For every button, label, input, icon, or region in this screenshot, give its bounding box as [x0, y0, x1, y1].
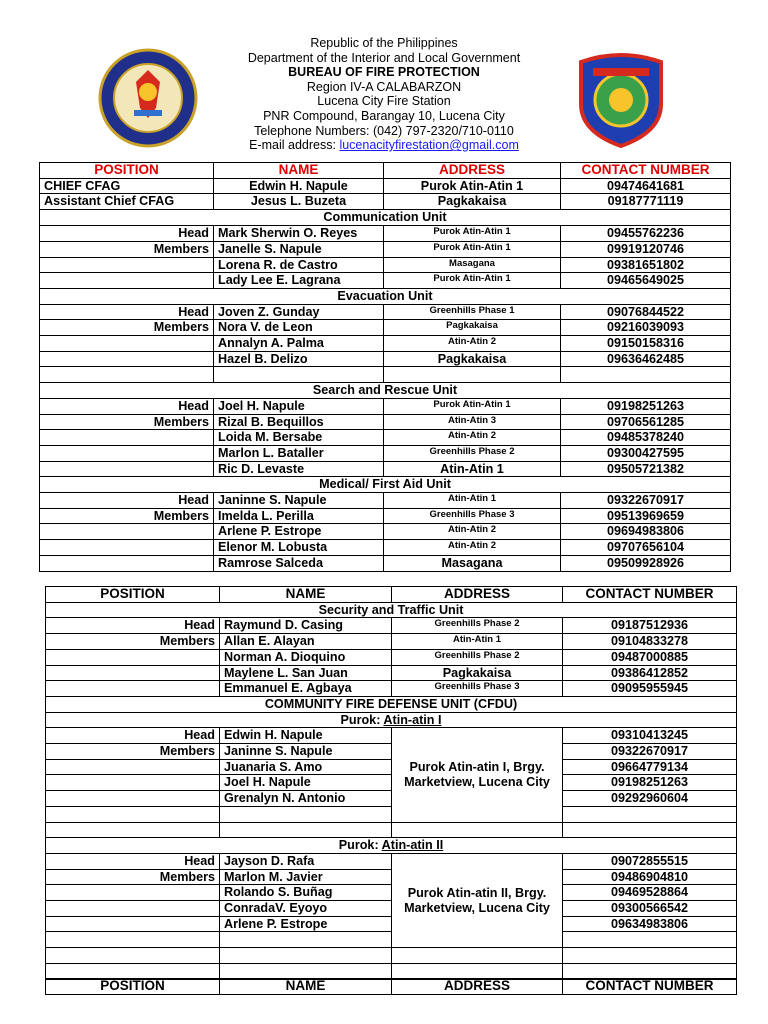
member-address: Purok Atin-Atin 1 — [384, 241, 561, 257]
member-address: Purok Atin-Atin 1 — [384, 225, 561, 241]
email-link[interactable]: lucenacityfirestation@gmail.com — [339, 138, 519, 153]
member-contact: 09485378240 — [561, 430, 731, 446]
col-address: ADDRESS — [384, 163, 561, 179]
member-contact: 09216039093 — [561, 320, 731, 336]
member-role — [46, 649, 220, 665]
section-title: Security and Traffic Unit — [46, 602, 737, 618]
section-title: COMMUNITY FIRE DEFENSE UNIT (CFDU) — [46, 696, 737, 712]
member-contact: 09322670917 — [563, 744, 737, 760]
member-role — [40, 461, 214, 477]
member-address: Greenhills Phase 3 — [384, 508, 561, 524]
col-position: POSITION — [46, 979, 220, 995]
col-contact: CONTACT NUMBER — [561, 163, 731, 179]
member-contact: 09919120746 — [561, 241, 731, 257]
purok-label: Purok: — [340, 712, 384, 727]
member-address: Atin-Atin 2 — [384, 430, 561, 446]
member-address: Greenhills Phase 1 — [384, 304, 561, 320]
blank-cell — [563, 948, 737, 964]
blank-cell — [46, 806, 220, 822]
member-contact: 09487000885 — [563, 649, 737, 665]
member-role — [40, 555, 214, 571]
member-role: Members — [46, 744, 220, 760]
table-row — [46, 901, 737, 917]
officer-row — [40, 194, 731, 210]
member-name: Raymund D. Casing — [220, 618, 392, 634]
member-address: Atin-Atin 2 — [384, 524, 561, 540]
member-contact: 09381651802 — [561, 257, 731, 273]
member-role — [40, 524, 214, 540]
member-address: Atin-Atin 1 — [384, 461, 561, 477]
lucena-fire-seal-right-icon — [571, 48, 671, 148]
officer-name: Edwin H. Napule — [214, 178, 384, 194]
member-name: Edwin H. Napule — [220, 728, 392, 744]
member-name: ConradaV. Eyoyo — [220, 901, 392, 917]
officer-position: Assistant Chief CFAG — [40, 194, 214, 210]
purok-label: Purok: — [338, 838, 382, 853]
table-row — [40, 336, 731, 352]
member-name: Janinne S. Napule — [220, 744, 392, 760]
blank-cell — [46, 822, 220, 838]
member-name: Marlon M. Javier — [220, 869, 392, 885]
section-search-rescue-unit — [40, 383, 731, 399]
table-row — [40, 414, 731, 430]
member-name: Arlene P. Estrope — [214, 524, 384, 540]
member-role: Head — [46, 618, 220, 634]
table-row — [46, 885, 737, 901]
member-address: Masagana — [384, 257, 561, 273]
section-title: Communication Unit — [40, 210, 731, 226]
member-role — [40, 540, 214, 556]
member-address: Atin-Atin 2 — [384, 540, 561, 556]
table-row — [46, 681, 737, 697]
member-address: Greenhills Phase 2 — [392, 618, 563, 634]
table-row — [46, 869, 737, 885]
table-row — [40, 555, 731, 571]
member-contact: 09636462485 — [561, 351, 731, 367]
member-role — [46, 665, 220, 681]
table-row — [40, 225, 731, 241]
member-contact: 09300427595 — [561, 445, 731, 461]
col-position: POSITION — [46, 587, 220, 603]
member-role — [40, 430, 214, 446]
table-row — [46, 728, 737, 744]
table-row — [40, 430, 731, 446]
member-name: Ramrose Salceda — [214, 555, 384, 571]
member-name: Lorena R. de Castro — [214, 257, 384, 273]
member-name: Joel H. Napule — [214, 398, 384, 414]
member-contact: 09694983806 — [561, 524, 731, 540]
column-header-row — [40, 163, 731, 179]
member-contact: 09292960604 — [563, 791, 737, 807]
member-role — [46, 916, 220, 932]
member-address: Greenhills Phase 2 — [384, 445, 561, 461]
table-row — [46, 916, 737, 932]
member-role — [40, 257, 214, 273]
blank-cell — [220, 963, 392, 979]
member-address: Pagkakaisa — [384, 351, 561, 367]
purok-title — [46, 712, 737, 728]
member-contact: 09505721382 — [561, 461, 731, 477]
member-role: Members — [46, 869, 220, 885]
member-role: Head — [40, 398, 214, 414]
section-security-traffic-unit — [46, 602, 737, 618]
member-address: Masagana — [384, 555, 561, 571]
blank-cell — [46, 932, 220, 948]
member-contact: 09322670917 — [561, 493, 731, 509]
table-row — [40, 493, 731, 509]
purok-name: Atin-atin II — [381, 838, 444, 853]
member-role: Members — [40, 241, 214, 257]
table-row — [40, 241, 731, 257]
member-contact: 09187512936 — [563, 618, 737, 634]
member-name: Rizal B. Bequillos — [214, 414, 384, 430]
blank-cell — [392, 963, 563, 979]
table-row — [40, 351, 731, 367]
col-name: NAME — [214, 163, 384, 179]
roster-table-footer-header — [45, 978, 737, 995]
member-name: Lady Lee E. Lagrana — [214, 273, 384, 289]
header-region: Region IV-A CALABARZON — [306, 79, 462, 94]
col-address: ADDRESS — [392, 587, 563, 603]
purok-address: Purok Atin-atin II, Brgy. Marketview, Lucena City — [392, 853, 563, 947]
table-row — [46, 665, 737, 681]
blank-row — [46, 948, 737, 964]
blank-cell — [214, 367, 384, 383]
blank-row — [46, 932, 737, 948]
member-address: Purok Atin-Atin 1 — [384, 273, 561, 289]
col-contact: CONTACT NUMBER — [563, 587, 737, 603]
table-row — [46, 649, 737, 665]
member-contact: 09469528864 — [563, 885, 737, 901]
section-title: Search and Rescue Unit — [40, 383, 731, 399]
member-name: Arlene P. Estrope — [220, 916, 392, 932]
member-role — [46, 885, 220, 901]
blank-row — [46, 963, 737, 979]
col-name: NAME — [220, 979, 392, 995]
member-contact: 09300566542 — [563, 901, 737, 917]
member-name: Joven Z. Gunday — [214, 304, 384, 320]
member-address: Atin-Atin 1 — [384, 493, 561, 509]
member-name: Annalyn A. Palma — [214, 336, 384, 352]
member-role: Head — [40, 225, 214, 241]
table-row — [46, 853, 737, 869]
member-role: Members — [46, 634, 220, 650]
header-station: Lucena City Fire Station — [317, 94, 451, 109]
blank-row — [40, 367, 731, 383]
blank-cell — [563, 806, 737, 822]
member-name: Janelle S. Napule — [214, 241, 384, 257]
table-row — [40, 304, 731, 320]
member-contact: 09707656104 — [561, 540, 731, 556]
member-name: Nora V. de Leon — [214, 320, 384, 336]
member-role: Head — [40, 493, 214, 509]
section-title: Evacuation Unit — [40, 288, 731, 304]
member-role — [40, 336, 214, 352]
table-row — [46, 744, 737, 760]
header-line-2: Department of the Interior and Local Government — [247, 50, 521, 65]
section-cfdu — [46, 696, 737, 712]
blank-cell — [220, 806, 392, 822]
officer-address: Purok Atin-Atin 1 — [384, 178, 561, 194]
member-role: Members — [40, 508, 214, 524]
member-role — [40, 273, 214, 289]
purok-title-row — [46, 712, 737, 728]
header-address: PNR Compound, Barangay 10, Lucena City — [263, 108, 505, 123]
officer-contact: 09187771119 — [561, 194, 731, 210]
member-role: Head — [40, 304, 214, 320]
member-address: Atin-Atin 2 — [384, 336, 561, 352]
officer-contact: 09474641681 — [561, 178, 731, 194]
member-role — [46, 901, 220, 917]
member-name: Emmanuel E. Agbaya — [220, 681, 392, 697]
member-contact: 09455762236 — [561, 225, 731, 241]
member-contact: 09486904810 — [563, 869, 737, 885]
blank-cell — [220, 822, 392, 838]
member-role — [46, 759, 220, 775]
member-contact: 09150158316 — [561, 336, 731, 352]
member-name: Norman A. Dioquino — [220, 649, 392, 665]
roster-table-2 — [45, 586, 737, 980]
section-medical-unit — [40, 477, 731, 493]
purok-name: Atin-atin I — [383, 712, 442, 727]
section-evacuation-unit — [40, 288, 731, 304]
member-role — [46, 681, 220, 697]
member-contact: 09465649025 — [561, 273, 731, 289]
table-row — [46, 759, 737, 775]
member-contact: 09706561285 — [561, 414, 731, 430]
column-header-row — [46, 587, 737, 603]
purok-address: Purok Atin-atin I, Brgy. Marketview, Lucena City — [392, 728, 563, 822]
member-role — [40, 445, 214, 461]
table-row — [40, 445, 731, 461]
member-address: Pagkakaisa — [384, 320, 561, 336]
member-contact: 09664779134 — [563, 759, 737, 775]
table-row — [40, 524, 731, 540]
officer-address: Pagkakaisa — [384, 194, 561, 210]
section-title: Medical/ First Aid Unit — [40, 477, 731, 493]
member-address: Atin-Atin 3 — [384, 414, 561, 430]
table-row — [40, 540, 731, 556]
member-role — [46, 791, 220, 807]
blank-cell — [563, 963, 737, 979]
member-name: Mark Sherwin O. Reyes — [214, 225, 384, 241]
member-contact: 09509928926 — [561, 555, 731, 571]
member-name: Jayson D. Rafa — [220, 853, 392, 869]
member-role — [46, 775, 220, 791]
member-name: Loida M. Bersabe — [214, 430, 384, 446]
blank-cell — [46, 948, 220, 964]
purok-title — [46, 838, 737, 854]
member-role: Head — [46, 728, 220, 744]
member-contact: 09076844522 — [561, 304, 731, 320]
email-label: E-mail address: — [249, 138, 340, 153]
blank-cell — [220, 948, 392, 964]
member-address: Atin-Atin 1 — [392, 634, 563, 650]
blank-cell — [384, 367, 561, 383]
purok-title-row — [46, 838, 737, 854]
table-row — [40, 257, 731, 273]
member-contact: 09310413245 — [563, 728, 737, 744]
member-contact: 09634983806 — [563, 916, 737, 932]
col-position: POSITION — [40, 163, 214, 179]
blank-cell — [563, 822, 737, 838]
blank-cell — [40, 367, 214, 383]
table-row — [40, 508, 731, 524]
member-contact: 09095955945 — [563, 681, 737, 697]
table-row — [46, 775, 737, 791]
member-name: Elenor M. Lobusta — [214, 540, 384, 556]
table-row — [40, 398, 731, 414]
member-contact: 09198251263 — [561, 398, 731, 414]
member-address: Greenhills Phase 2 — [392, 649, 563, 665]
table-row — [40, 320, 731, 336]
table-row — [46, 634, 737, 650]
member-contact: 09198251263 — [563, 775, 737, 791]
member-name: Ric D. Levaste — [214, 461, 384, 477]
member-name: Maylene L. San Juan — [220, 665, 392, 681]
blank-row — [46, 806, 737, 822]
member-name: Imelda L. Perilla — [214, 508, 384, 524]
blank-cell — [220, 932, 392, 948]
section-communication-unit — [40, 210, 731, 226]
table-row — [46, 791, 737, 807]
member-role — [40, 351, 214, 367]
roster-table-1 — [39, 162, 731, 572]
header-agency: BUREAU OF FIRE PROTECTION — [288, 65, 480, 80]
blank-cell — [392, 948, 563, 964]
header-line-1: Republic of the Philippines — [310, 36, 458, 50]
member-contact: 09104833278 — [563, 634, 737, 650]
blank-cell — [561, 367, 731, 383]
column-header-row — [46, 979, 737, 995]
table-row — [46, 618, 737, 634]
blank-row — [46, 822, 737, 838]
member-name: Hazel B. Delizo — [214, 351, 384, 367]
member-contact: 09513969659 — [561, 508, 731, 524]
member-role: Head — [46, 853, 220, 869]
col-contact: CONTACT NUMBER — [563, 979, 737, 995]
blank-cell — [392, 822, 563, 838]
member-name: Joel H. Napule — [220, 775, 392, 791]
bfp-seal-left-icon — [98, 48, 198, 148]
member-address: Pagkakaisa — [392, 665, 563, 681]
member-contact: 09386412852 — [563, 665, 737, 681]
blank-cell — [563, 932, 737, 948]
col-address: ADDRESS — [392, 979, 563, 995]
member-name: Allan E. Alayan — [220, 634, 392, 650]
member-role: Members — [40, 414, 214, 430]
member-name: Grenalyn N. Antonio — [220, 791, 392, 807]
member-name: Marlon L. Bataller — [214, 445, 384, 461]
blank-cell — [46, 963, 220, 979]
officer-row — [40, 178, 731, 194]
member-name: Rolando S. Buñag — [220, 885, 392, 901]
member-name: Juanaria S. Amo — [220, 759, 392, 775]
col-name: NAME — [220, 587, 392, 603]
member-role: Members — [40, 320, 214, 336]
officer-name: Jesus L. Buzeta — [214, 194, 384, 210]
member-address: Greenhills Phase 3 — [392, 681, 563, 697]
member-contact: 09072855515 — [563, 853, 737, 869]
table-row — [40, 273, 731, 289]
table-row — [40, 461, 731, 477]
header-phone: Telephone Numbers: (042) 797-2320/710-0110 — [254, 123, 514, 138]
member-address: Purok Atin-Atin 1 — [384, 398, 561, 414]
officer-position: CHIEF CFAG — [40, 178, 214, 194]
member-name: Janinne S. Napule — [214, 493, 384, 509]
